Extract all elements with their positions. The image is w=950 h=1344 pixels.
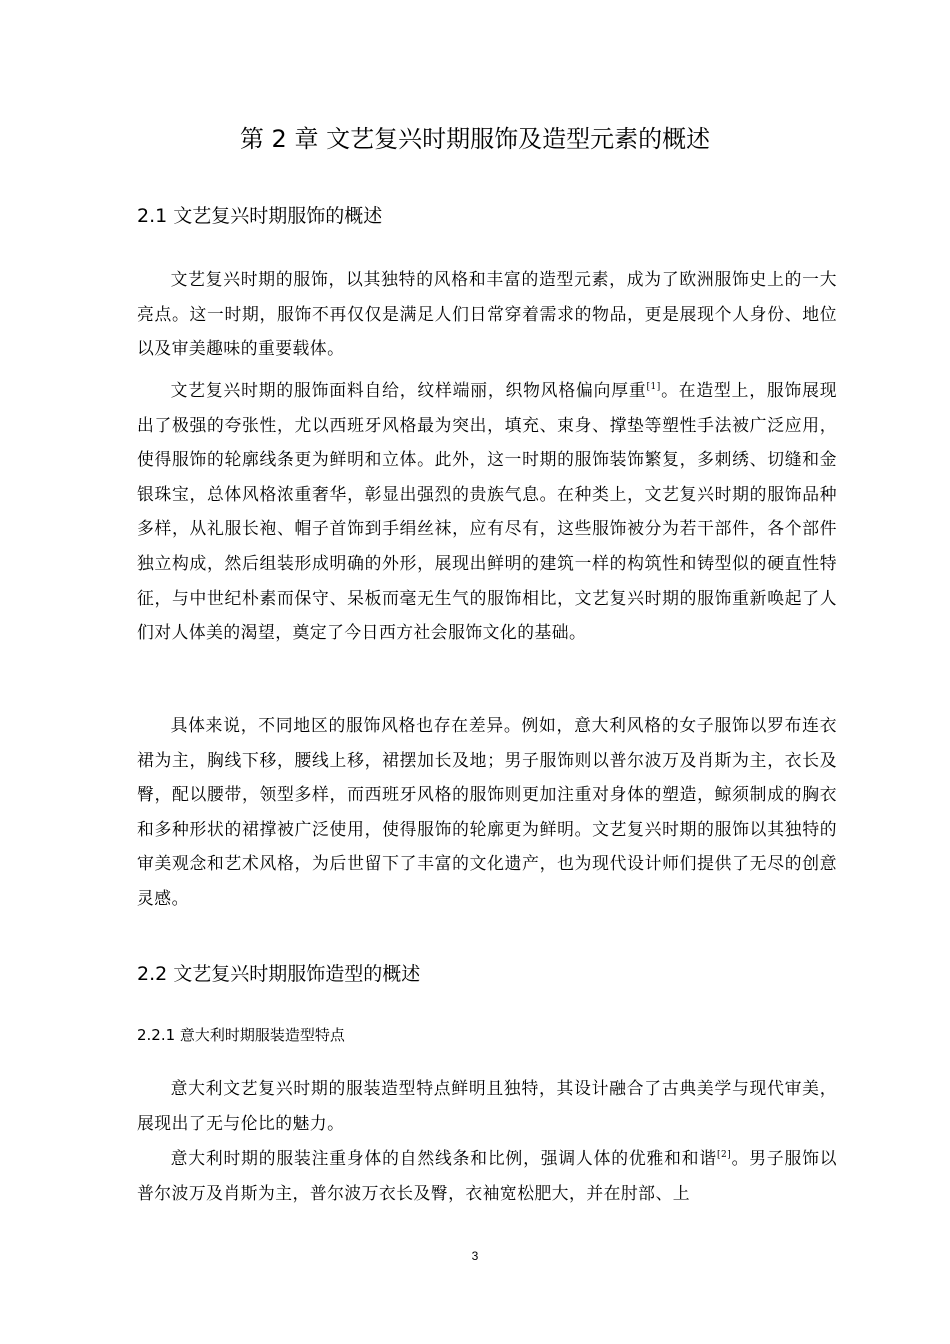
page-number: 3 (471, 1249, 479, 1263)
paragraph-text: 。男子服饰以普尔波万及肖斯为主，普尔波万衣长及臀，衣袖宽松肥大，并在肘部、上 (137, 1148, 837, 1203)
paragraph-2-1-regions: 具体来说，不同地区的服饰风格也存在差异。例如，意大利风格的女子服饰以罗布连衣裙为主，胸线下移，腰线上移，裙摆加长及地；男子服饰则以普尔波万及肖斯为主，衣长及臀，配以腰带，领型多样，而西班牙风格的服饰则更加注重对身体的塑造，鲸须制成的胸衣和多种形状的裙撑被广泛使用，使得服饰的轮廓更为鲜明。文艺复兴时期的服饰以其独特的审美观念和艺术风格，为后世留下了丰富的文化遗产，也为现代设计师们提供了无尽的创意灵感。 (137, 715, 837, 908)
subsection-heading-2-2-1: 2.2.1 意大利时期服装造型特点 (137, 1026, 345, 1044)
section-heading-2-1: 2.1 文艺复兴时期服饰的概述 (137, 205, 383, 227)
paragraph-2-2-1-details (137, 1141, 837, 1210)
paragraph-text: 意大利时期的服装注重身体的自然线条和比例，强调人体的优雅和和谐 (170, 1148, 717, 1168)
paragraph-2-1-materials (137, 373, 837, 650)
paragraph-2-1-intro: 文艺复兴时期的服饰，以其独特的风格和丰富的造型元素，成为了欧洲服饰史上的一大亮点。这一时期，服饰不再仅仅是满足人们日常穿着需求的物品，更是展现个人身份、地位以及审美趣味的重要载体。 (137, 269, 837, 359)
paragraph-text: 文艺复兴时期的服饰面料自给，纹样端丽，织物风格偏向厚重 (170, 380, 647, 400)
paragraph-text: 。在造型上，服饰展现出了极强的夸张性，尤以西班牙风格最为突出，填充、束身、撑垫等塑性手法被广泛应用，使得服饰的轮廓线条更为鲜明和立体。此外，这一时期的服饰装饰繁复，多刺绣、切缝和金银珠宝，总体风格浓重奢华，彰显出强烈的贵族气息。在种类上，文艺复兴时期的服饰品种多样，从礼服长袍、帽子首饰到手绢丝袜，应有尽有，这些服饰被分为若干部件，各个部件独立构成，然后组装形成明确的外形，展现出鲜明的建筑一样的构筑性和铸型似的硬直性特征，与中世纪朴素而保守、呆板而毫无生气的服饰相比，文艺复兴时期的服饰重新唤起了人们对人体美的渴望，奠定了今日西方社会服饰文化的基础。 (137, 380, 837, 643)
paragraph-2-2-1-intro: 意大利文艺复兴时期的服装造型特点鲜明且独特，其设计融合了古典美学与现代审美，展现出了无与伦比的魅力。 (137, 1078, 837, 1133)
citation-marker: [1] (646, 382, 661, 392)
citation-marker: [2] (716, 1150, 732, 1160)
section-heading-2-2: 2.2 文艺复兴时期服饰造型的概述 (137, 963, 421, 985)
chapter-title: 第 2 章 文艺复兴时期服饰及造型元素的概述 (239, 125, 711, 153)
